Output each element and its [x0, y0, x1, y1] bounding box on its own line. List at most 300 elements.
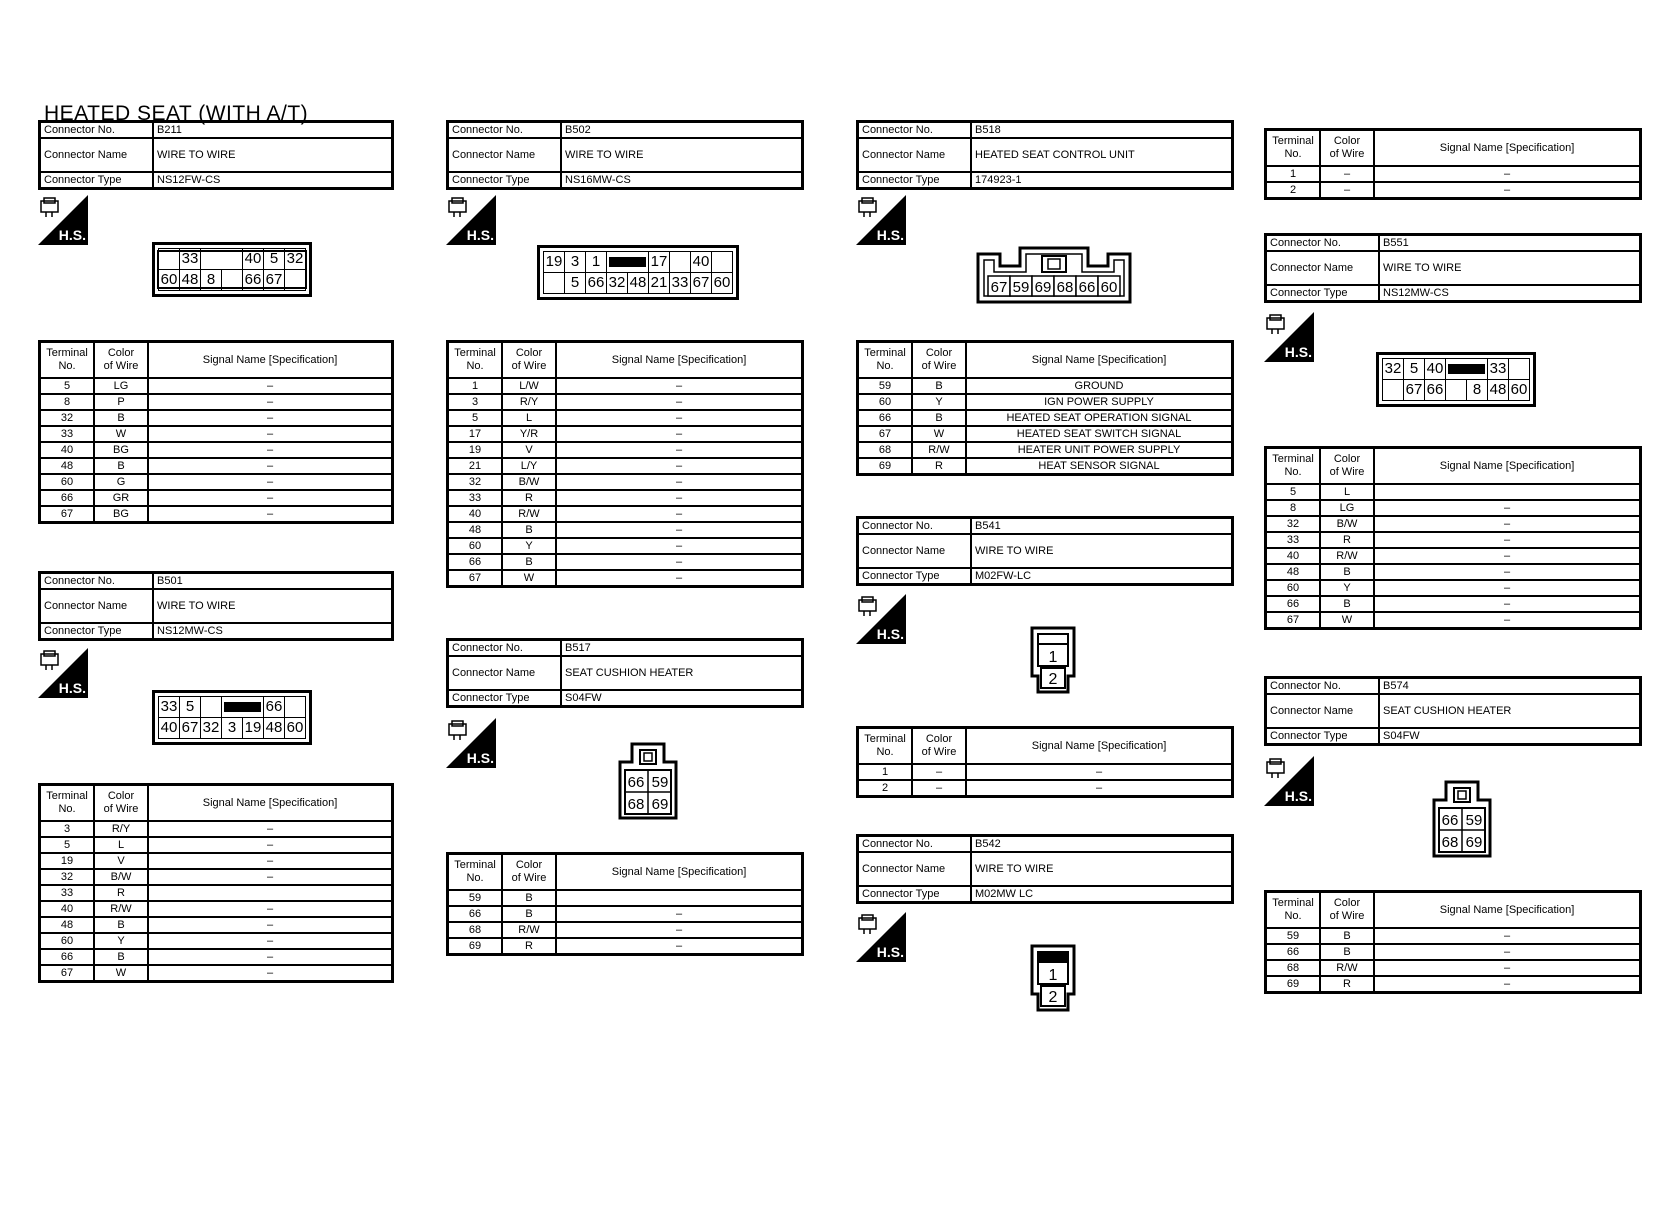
terminal-no: 66 [448, 554, 503, 570]
wire-color: Y [502, 538, 556, 554]
table-row [40, 394, 393, 410]
signal-name: – [556, 410, 803, 426]
table-row [1266, 944, 1641, 960]
pin: 32 [607, 273, 628, 294]
pin: 32 [1383, 359, 1404, 380]
pin: 68 [1441, 834, 1459, 851]
signal-name: – [148, 394, 393, 410]
terminal-no: 59 [858, 378, 913, 394]
terminal-no: 32 [40, 410, 95, 426]
terminal-no-header: Terminal No. [858, 342, 913, 379]
table-row [448, 490, 803, 506]
wire-color: W [94, 426, 148, 442]
hs-icon [856, 594, 906, 644]
wire-color: B [502, 522, 556, 538]
terminal-no: 68 [1266, 960, 1321, 976]
terminal-no: 5 [40, 837, 95, 853]
pin: 3 [565, 252, 586, 273]
pin: 60 [712, 273, 733, 294]
pin: 67 [264, 270, 285, 291]
terminal-no: 3 [448, 394, 503, 410]
signal-name: – [1374, 532, 1641, 548]
signal-name-header: Signal Name [Specification] [1374, 130, 1641, 167]
table-row [40, 917, 393, 933]
connector-face-b541 [1030, 626, 1076, 699]
wire-color: B [94, 949, 148, 965]
terminal-no: 67 [40, 965, 95, 982]
table-row [40, 426, 393, 442]
pin: 1 [586, 252, 607, 273]
signal-name: – [148, 965, 393, 982]
signal-name: – [1374, 516, 1641, 532]
pin: 67 [691, 273, 712, 294]
connector-face-b542 [1030, 944, 1076, 1017]
page-title: HEATED SEAT (WITH A/T) [44, 102, 309, 125]
signal-name: – [556, 554, 803, 570]
signal-name-header: Signal Name [Specification] [1374, 448, 1641, 485]
wire-color: B/W [502, 474, 556, 490]
table-row [40, 965, 393, 982]
color-header: Color of Wire [1320, 130, 1374, 167]
terminal-no: 33 [40, 426, 95, 442]
hs-icon [446, 195, 496, 245]
terminal-no: 8 [40, 394, 95, 410]
wire-color: LG [94, 378, 148, 394]
pin [1446, 380, 1467, 401]
table-row [40, 901, 393, 917]
connector-info-b551 [1264, 233, 1642, 303]
connector-no-label: Connector No. [858, 836, 972, 853]
signal-name: – [148, 837, 393, 853]
connector-name-value: WIRE TO WIRE [1379, 251, 1641, 285]
pin: 67 [180, 718, 201, 739]
terminal-table-b551 [1264, 446, 1642, 630]
signal-name-header: Signal Name [Specification] [1374, 892, 1641, 929]
pin: 69 [651, 796, 669, 813]
terminal-no: 32 [448, 474, 503, 490]
terminal-no: 2 [858, 780, 913, 797]
pin: 59 [651, 774, 669, 791]
connector-type-value: 174923-1 [971, 172, 1233, 189]
color-header: Color of Wire [502, 854, 556, 891]
connector-no-value: B518 [971, 122, 1233, 139]
connector-type-value: NS16MW-CS [561, 172, 803, 189]
wire-color: Y [94, 933, 148, 949]
terminal-table-b517 [446, 852, 804, 956]
hs-label: H.S. [58, 680, 86, 696]
connector-no-label: Connector No. [1266, 235, 1380, 252]
connector-no-value: B517 [561, 640, 803, 657]
terminal-no: 19 [40, 853, 95, 869]
connector-type-label: Connector Type [1266, 285, 1380, 302]
terminal-no: 5 [40, 378, 95, 394]
connector-face-b574 [1432, 780, 1492, 863]
terminal-no: 60 [448, 538, 503, 554]
table-row [448, 522, 803, 538]
pin: 3 [222, 718, 243, 739]
terminal-no: 1 [1266, 166, 1321, 182]
connector-type-label: Connector Type [448, 690, 562, 707]
pin: 59 [1012, 279, 1030, 296]
table-row [448, 570, 803, 587]
pin: 5 [1404, 359, 1425, 380]
color-header: Color of Wire [912, 728, 966, 765]
pin: 33 [180, 249, 201, 270]
signal-name [1374, 484, 1641, 500]
hs-icon [856, 912, 906, 962]
terminal-no: 67 [858, 426, 913, 442]
table-row [858, 394, 1233, 410]
signal-name: – [1374, 612, 1641, 629]
connector-name-label: Connector Name [858, 138, 972, 172]
hs-label: H.S. [876, 227, 904, 243]
connector-no-label: Connector No. [858, 518, 972, 535]
terminal-table-b502 [446, 340, 804, 588]
wire-color: R [502, 938, 556, 955]
terminal-no: 5 [1266, 484, 1321, 500]
table-row [40, 490, 393, 506]
pin: 68 [1056, 279, 1074, 296]
wire-color: L [502, 410, 556, 426]
table-row [1266, 580, 1641, 596]
connector-name-value: HEATED SEAT CONTROL UNIT [971, 138, 1233, 172]
connector-face-b502 [537, 245, 739, 300]
signal-name-header: Signal Name [Specification] [148, 785, 393, 822]
table-row [1266, 532, 1641, 548]
pin: 33 [670, 273, 691, 294]
wire-color: R [1320, 532, 1374, 548]
connector-no-value: B541 [971, 518, 1233, 535]
terminal-no: 19 [448, 442, 503, 458]
connector-type-label: Connector Type [1266, 728, 1380, 745]
connector-info-b574 [1264, 676, 1642, 746]
key-block [222, 697, 264, 718]
connector-type-value: M02FW-LC [971, 568, 1233, 585]
terminal-no-header: Terminal No. [1266, 892, 1321, 929]
terminal-no: 59 [448, 890, 503, 906]
pin: 2 [1048, 989, 1058, 1006]
connector-no-label: Connector No. [40, 122, 154, 139]
connector-name-value: WIRE TO WIRE [153, 138, 393, 172]
signal-name: – [556, 570, 803, 587]
connector-name-value: WIRE TO WIRE [971, 534, 1233, 568]
wire-color: R [1320, 976, 1374, 993]
color-header: Color of Wire [1320, 892, 1374, 929]
terminal-no: 60 [40, 933, 95, 949]
connector-name-label: Connector Name [448, 138, 562, 172]
terminal-table-b211 [38, 340, 394, 524]
pin: 40 [1425, 359, 1446, 380]
wire-color: LG [1320, 500, 1374, 516]
connector-type-value: NS12FW-CS [153, 172, 393, 189]
terminal-no: 59 [1266, 928, 1321, 944]
connector-info-b211 [38, 120, 394, 190]
connector-no-value: B551 [1379, 235, 1641, 252]
signal-name: – [148, 378, 393, 394]
terminal-no: 66 [1266, 944, 1321, 960]
wire-color: R/Y [502, 394, 556, 410]
signal-name: – [148, 869, 393, 885]
table-row [40, 506, 393, 523]
hs-icon [1264, 756, 1314, 806]
wire-color: B [502, 906, 556, 922]
terminal-no: 67 [40, 506, 95, 523]
connector-no-label: Connector No. [1266, 678, 1380, 695]
wire-color: Y/R [502, 426, 556, 442]
signal-name: – [148, 506, 393, 523]
pin: 60 [1509, 380, 1530, 401]
table-row [40, 410, 393, 426]
connector-name-label: Connector Name [40, 589, 154, 623]
signal-name: – [1374, 928, 1641, 944]
table-row [1266, 548, 1641, 564]
terminal-no: 69 [858, 458, 913, 475]
signal-name: – [1374, 944, 1641, 960]
table-row [40, 837, 393, 853]
signal-name-header: Signal Name [Specification] [966, 342, 1233, 379]
table-row [1266, 596, 1641, 612]
pin [712, 252, 733, 273]
terminal-no-header: Terminal No. [1266, 130, 1321, 167]
pin: 40 [691, 252, 712, 273]
signal-name: – [1374, 166, 1641, 182]
signal-name: – [1374, 960, 1641, 976]
connector-face-b551 [1376, 352, 1536, 407]
pin: 69 [1034, 279, 1052, 296]
pin: 17 [649, 252, 670, 273]
connector-name-label: Connector Name [40, 138, 154, 172]
color-header: Color of Wire [1320, 448, 1374, 485]
wire-color: BG [94, 506, 148, 523]
signal-name [556, 890, 803, 906]
wire-color: B [1320, 944, 1374, 960]
pin [1509, 359, 1530, 380]
signal-name: – [556, 522, 803, 538]
table-row [1266, 516, 1641, 532]
connector-no-value: B211 [153, 122, 393, 139]
connector-type-value: M02MW LC [971, 886, 1233, 903]
wire-color: B [912, 378, 966, 394]
wire-color: R [94, 885, 148, 901]
terminal-no: 48 [40, 458, 95, 474]
wire-color: B [1320, 928, 1374, 944]
key-block [1446, 359, 1488, 380]
signal-name: – [148, 426, 393, 442]
connector-no-value: B542 [971, 836, 1233, 853]
terminal-no: 67 [1266, 612, 1321, 629]
wire-color: Y [1320, 580, 1374, 596]
signal-name: – [148, 901, 393, 917]
terminal-table-b541 [856, 726, 1234, 798]
connector-no-label: Connector No. [858, 122, 972, 139]
signal-name: – [556, 490, 803, 506]
wire-color: R/Y [94, 821, 148, 837]
table-row [858, 442, 1233, 458]
wire-color: V [94, 853, 148, 869]
pin: 60 [285, 718, 306, 739]
terminal-no: 68 [448, 922, 503, 938]
connector-name-label: Connector Name [448, 656, 562, 690]
pin: 48 [1488, 380, 1509, 401]
signal-name: – [1374, 580, 1641, 596]
terminal-no: 33 [448, 490, 503, 506]
signal-name: HEAT SENSOR SIGNAL [966, 458, 1233, 475]
signal-name: – [148, 410, 393, 426]
pin: 66 [243, 270, 264, 291]
connector-type-label: Connector Type [40, 623, 154, 640]
terminal-no: 60 [1266, 580, 1321, 596]
pin: 8 [1467, 380, 1488, 401]
wire-color: G [94, 474, 148, 490]
wire-color: B [912, 410, 966, 426]
connector-name-value: WIRE TO WIRE [561, 138, 803, 172]
connector-no-label: Connector No. [448, 640, 562, 657]
signal-name: – [556, 938, 803, 955]
wire-color: B [94, 410, 148, 426]
terminal-no-header: Terminal No. [40, 785, 95, 822]
connector-type-label: Connector Type [40, 172, 154, 189]
signal-name: – [556, 458, 803, 474]
pin: 69 [1465, 834, 1483, 851]
terminal-no: 48 [1266, 564, 1321, 580]
hs-label: H.S. [1284, 788, 1312, 804]
table-row [40, 821, 393, 837]
connector-name-label: Connector Name [1266, 694, 1380, 728]
table-row [40, 949, 393, 965]
pin: 5 [264, 249, 285, 270]
terminal-table-b501 [38, 783, 394, 983]
signal-name: – [556, 426, 803, 442]
connector-name-value: SEAT CUSHION HEATER [1379, 694, 1641, 728]
terminal-no: 69 [448, 938, 503, 955]
wire-color: B/W [1320, 516, 1374, 532]
terminal-no: 66 [1266, 596, 1321, 612]
signal-name: – [148, 442, 393, 458]
signal-name: GROUND [966, 378, 1233, 394]
wire-color: L [94, 837, 148, 853]
terminal-no: 67 [448, 570, 503, 587]
wire-color: – [912, 780, 966, 797]
terminal-no: 32 [40, 869, 95, 885]
pin: 1 [1048, 649, 1058, 666]
connector-info-b517 [446, 638, 804, 708]
wire-color: R/W [912, 442, 966, 458]
pin: 68 [627, 796, 645, 813]
hs-icon [856, 195, 906, 245]
wire-color: W [1320, 612, 1374, 629]
hs-icon [38, 195, 88, 245]
terminal-no: 33 [40, 885, 95, 901]
table-row [858, 458, 1233, 475]
wire-color: V [502, 442, 556, 458]
terminal-no: 8 [1266, 500, 1321, 516]
table-row [448, 442, 803, 458]
terminal-no: 66 [448, 906, 503, 922]
terminal-no: 1 [448, 378, 503, 394]
hs-icon [1264, 312, 1314, 362]
terminal-no: 21 [448, 458, 503, 474]
hs-label: H.S. [58, 227, 86, 243]
signal-name: HEATER UNIT POWER SUPPLY [966, 442, 1233, 458]
signal-name: – [1374, 548, 1641, 564]
terminal-no: 5 [448, 410, 503, 426]
table-row [448, 474, 803, 490]
signal-name: – [148, 917, 393, 933]
terminal-no: 32 [1266, 516, 1321, 532]
table-row [448, 458, 803, 474]
signal-name: HEATED SEAT OPERATION SIGNAL [966, 410, 1233, 426]
connector-type-label: Connector Type [858, 568, 972, 585]
wire-color: – [912, 764, 966, 780]
color-header: Color of Wire [912, 342, 966, 379]
terminal-no-header: Terminal No. [858, 728, 913, 765]
wire-color: Y [912, 394, 966, 410]
signal-name: – [556, 922, 803, 938]
table-row [1266, 182, 1641, 199]
connector-type-value: S04FW [1379, 728, 1641, 745]
signal-name: – [556, 906, 803, 922]
pin: 2 [1048, 671, 1058, 688]
signal-name: HEATED SEAT SWITCH SIGNAL [966, 426, 1233, 442]
signal-name-header: Signal Name [Specification] [556, 854, 803, 891]
terminal-table-continued [1264, 128, 1642, 200]
terminal-no-header: Terminal No. [1266, 448, 1321, 485]
connector-name-label: Connector Name [1266, 251, 1380, 285]
hs-icon [38, 648, 88, 698]
pin [670, 252, 691, 273]
terminal-no-header: Terminal No. [448, 342, 503, 379]
table-row [858, 764, 1233, 780]
connector-face-b501 [152, 690, 312, 745]
signal-name: – [148, 474, 393, 490]
signal-name: – [1374, 596, 1641, 612]
signal-name: – [1374, 976, 1641, 993]
signal-name: – [1374, 182, 1641, 199]
wire-color: W [94, 965, 148, 982]
terminal-no: 40 [1266, 548, 1321, 564]
signal-name: – [148, 490, 393, 506]
wire-color: R/W [1320, 960, 1374, 976]
key-slot [201, 249, 243, 270]
connector-name-value: SEAT CUSHION HEATER [561, 656, 803, 690]
pin: 32 [285, 249, 306, 270]
terminal-no: 60 [40, 474, 95, 490]
table-row [1266, 612, 1641, 629]
pin: 66 [1441, 812, 1459, 829]
pin [544, 273, 565, 294]
signal-name: IGN POWER SUPPLY [966, 394, 1233, 410]
pin: 66 [627, 774, 645, 791]
table-row [448, 506, 803, 522]
connector-info-b501 [38, 571, 394, 641]
pin: 48 [628, 273, 649, 294]
wire-color: B [94, 917, 148, 933]
terminal-no: 1 [858, 764, 913, 780]
signal-name: – [148, 821, 393, 837]
connector-name-value: WIRE TO WIRE [153, 589, 393, 623]
terminal-no-header: Terminal No. [40, 342, 95, 379]
connector-name-label: Connector Name [858, 534, 972, 568]
terminal-no: 66 [858, 410, 913, 426]
table-row [448, 394, 803, 410]
hs-label: H.S. [466, 750, 494, 766]
wire-color: L/Y [502, 458, 556, 474]
wire-color: B [502, 890, 556, 906]
connector-info-b541 [856, 516, 1234, 586]
pin [201, 697, 222, 718]
color-header: Color of Wire [502, 342, 556, 379]
terminal-table-b574 [1264, 890, 1642, 994]
